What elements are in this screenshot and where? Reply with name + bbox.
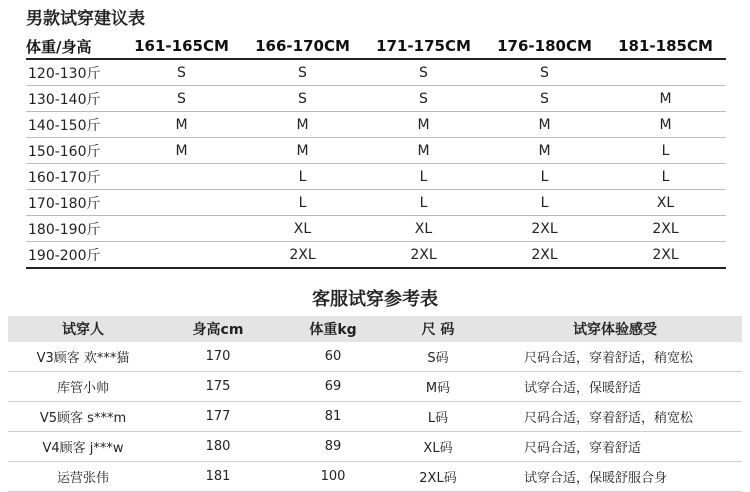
size-cell: L	[242, 164, 363, 190]
size-cell: XL	[363, 216, 484, 242]
tester-cell: 运营张伟	[8, 462, 158, 492]
weight-range-cell: 160-170斤	[26, 164, 121, 190]
table-row	[8, 432, 742, 462]
tester-cell: 库管小帅	[8, 372, 158, 402]
height-cell: 181	[158, 462, 278, 492]
size-cell: L	[605, 138, 726, 164]
size-cell: S	[484, 86, 605, 112]
size-cell: S码	[388, 342, 488, 372]
size-recommendation-table	[26, 34, 726, 269]
weight-cell: 60	[278, 342, 388, 372]
table-row	[26, 86, 726, 112]
experience-cell: 试穿合适，保暖舒适	[488, 372, 742, 402]
size-cell: M	[484, 138, 605, 164]
size-cell: L	[484, 164, 605, 190]
cs-header-height: 身高cm	[158, 316, 278, 342]
size-cell: 2XL	[605, 242, 726, 269]
size-cell: M	[363, 112, 484, 138]
size-cell: XL码	[388, 432, 488, 462]
size-cell: M	[121, 138, 242, 164]
cs-header-tester: 试穿人	[8, 316, 158, 342]
size-cell: 2XL	[242, 242, 363, 269]
size-cell: L	[484, 190, 605, 216]
size-table-header-row	[26, 34, 726, 59]
size-cell: M	[242, 138, 363, 164]
size-cell: S	[484, 59, 605, 86]
size-cell	[121, 190, 242, 216]
size-cell: L	[605, 164, 726, 190]
size-cell: S	[363, 86, 484, 112]
table-row	[8, 402, 742, 432]
size-cell: 2XL码	[388, 462, 488, 492]
size-cell: L	[363, 190, 484, 216]
table-row	[26, 138, 726, 164]
size-cell: L	[242, 190, 363, 216]
size-cell: M码	[388, 372, 488, 402]
size-header-height-2: 166-170CM	[242, 34, 363, 59]
table-row	[8, 462, 742, 492]
weight-cell: 100	[278, 462, 388, 492]
size-cell: S	[242, 86, 363, 112]
size-cell: M	[484, 112, 605, 138]
size-cell: 2XL	[605, 216, 726, 242]
table-row	[26, 190, 726, 216]
size-header-weight-height: 体重/身高	[26, 34, 121, 59]
height-cell: 175	[158, 372, 278, 402]
size-cell	[605, 59, 726, 86]
table-row	[8, 342, 742, 372]
cs-table-title: 客服试穿参考表	[312, 289, 438, 310]
size-cell: S	[121, 86, 242, 112]
table-row	[26, 242, 726, 269]
size-header-height-1: 161-165CM	[121, 34, 242, 59]
tester-cell: V4顾客 j***w	[8, 432, 158, 462]
size-cell: XL	[242, 216, 363, 242]
size-cell: M	[363, 138, 484, 164]
size-cell: S	[121, 59, 242, 86]
weight-range-cell: 120-130斤	[26, 59, 121, 86]
height-cell: 170	[158, 342, 278, 372]
weight-cell: 89	[278, 432, 388, 462]
size-cell: M	[242, 112, 363, 138]
table-row	[26, 216, 726, 242]
cs-header-experience: 试穿体验感受	[488, 316, 742, 342]
height-cell: 180	[158, 432, 278, 462]
size-cell: M	[605, 86, 726, 112]
weight-range-cell: 190-200斤	[26, 242, 121, 269]
size-cell: M	[121, 112, 242, 138]
size-cell: S	[363, 59, 484, 86]
experience-cell: 尺码合适，穿着舒适，稍宽松	[488, 342, 742, 372]
tester-cell: V3顾客 欢***猫	[8, 342, 158, 372]
cs-header-size: 尺 码	[388, 316, 488, 342]
experience-cell: 尺码合适，穿着舒适	[488, 432, 742, 462]
weight-cell: 81	[278, 402, 388, 432]
weight-cell: 69	[278, 372, 388, 402]
table-row	[26, 164, 726, 190]
size-header-height-5: 181-185CM	[605, 34, 726, 59]
size-cell	[121, 216, 242, 242]
cs-header-weight: 体重kg	[278, 316, 388, 342]
size-cell: 2XL	[484, 242, 605, 269]
weight-range-cell: 180-190斤	[26, 216, 121, 242]
height-cell: 177	[158, 402, 278, 432]
table-row	[8, 372, 742, 402]
size-cell: 2XL	[363, 242, 484, 269]
tester-cell: V5顾客 s***m	[8, 402, 158, 432]
table-row	[26, 112, 726, 138]
weight-range-cell: 130-140斤	[26, 86, 121, 112]
size-cell	[121, 242, 242, 269]
size-cell	[121, 164, 242, 190]
size-header-height-4: 176-180CM	[484, 34, 605, 59]
size-cell: L码	[388, 402, 488, 432]
size-header-height-3: 171-175CM	[363, 34, 484, 59]
cs-table-header-row	[8, 316, 742, 342]
size-cell: M	[605, 112, 726, 138]
size-cell: L	[363, 164, 484, 190]
weight-range-cell: 140-150斤	[26, 112, 121, 138]
weight-range-cell: 150-160斤	[26, 138, 121, 164]
experience-cell: 尺码合适，穿着舒适，稍宽松	[488, 402, 742, 432]
size-cell: S	[242, 59, 363, 86]
size-cell: XL	[605, 190, 726, 216]
size-cell: 2XL	[484, 216, 605, 242]
weight-range-cell: 170-180斤	[26, 190, 121, 216]
table-row	[26, 59, 726, 86]
size-table-title: 男款试穿建议表	[26, 9, 145, 29]
experience-cell: 试穿合适，保暖舒服合身	[488, 462, 742, 492]
cs-reference-table	[8, 316, 742, 492]
